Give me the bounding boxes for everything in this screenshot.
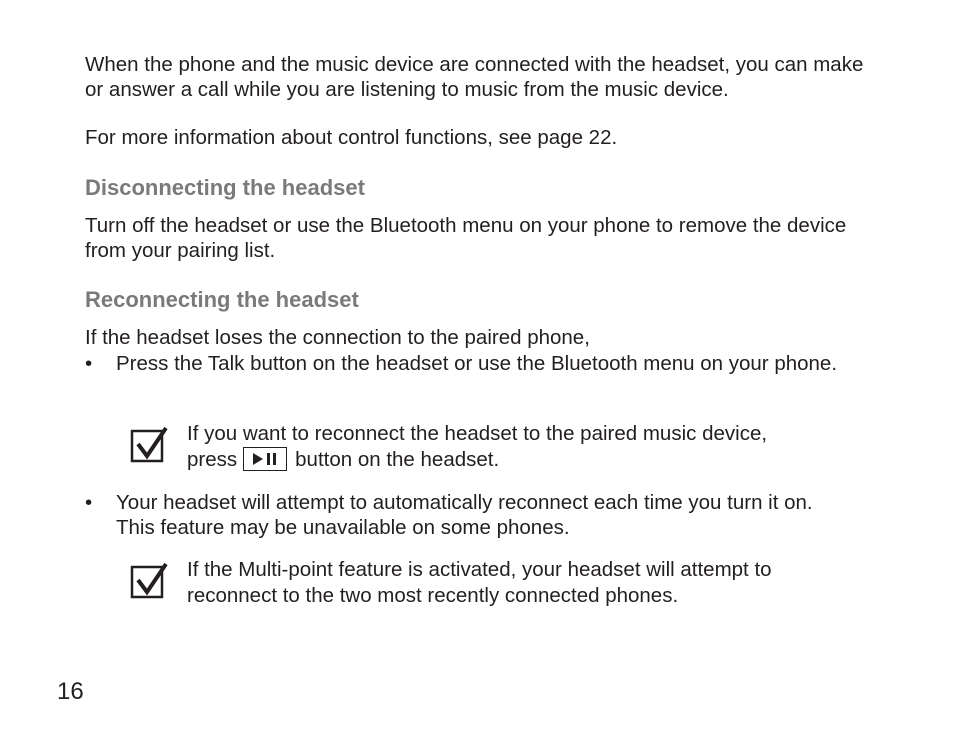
intro-paragraph: When the phone and the music device are connected with the headset, you can make or answer a call while you are listening to music from the music device. xyxy=(85,53,864,101)
bullet-text: Press the Talk button on the headset or use the Bluetooth menu on your phone. xyxy=(116,352,838,375)
bullet-text: Your headset will attempt to automatically reconnect each time you turn it on. This feature may be unavailable on some phones. xyxy=(116,491,813,539)
page-reference: For more information about control functions, see page 22. xyxy=(85,126,618,149)
disconnect-body: Turn off the headset or use the Bluetooth menu on your phone to remove the device from your pairing list. xyxy=(85,214,847,262)
reconnect-intro: If the headset loses the connection to the paired phone, xyxy=(85,326,590,349)
play-pause-icon xyxy=(253,453,277,465)
note-text: If the Multi-point feature is activated, your headset will attempt to reconnect to the two most recently connected phones. xyxy=(187,558,772,607)
heading-disconnecting: Disconnecting the headset xyxy=(85,175,365,200)
bullet-marker: • xyxy=(85,352,93,375)
check-box-icon xyxy=(130,561,170,601)
note-text xyxy=(187,421,847,473)
press-word: press xyxy=(187,448,238,471)
bullet-marker: • xyxy=(85,491,93,514)
heading-reconnecting: Reconnecting the headset xyxy=(85,287,359,312)
check-box-icon xyxy=(130,425,170,465)
note-after-button: button on the headset. xyxy=(295,448,500,471)
page-number: 16 xyxy=(57,678,84,705)
note-line: If you want to reconnect the headset to the paired music device, xyxy=(187,422,768,445)
play-pause-button-symbol xyxy=(243,447,287,471)
